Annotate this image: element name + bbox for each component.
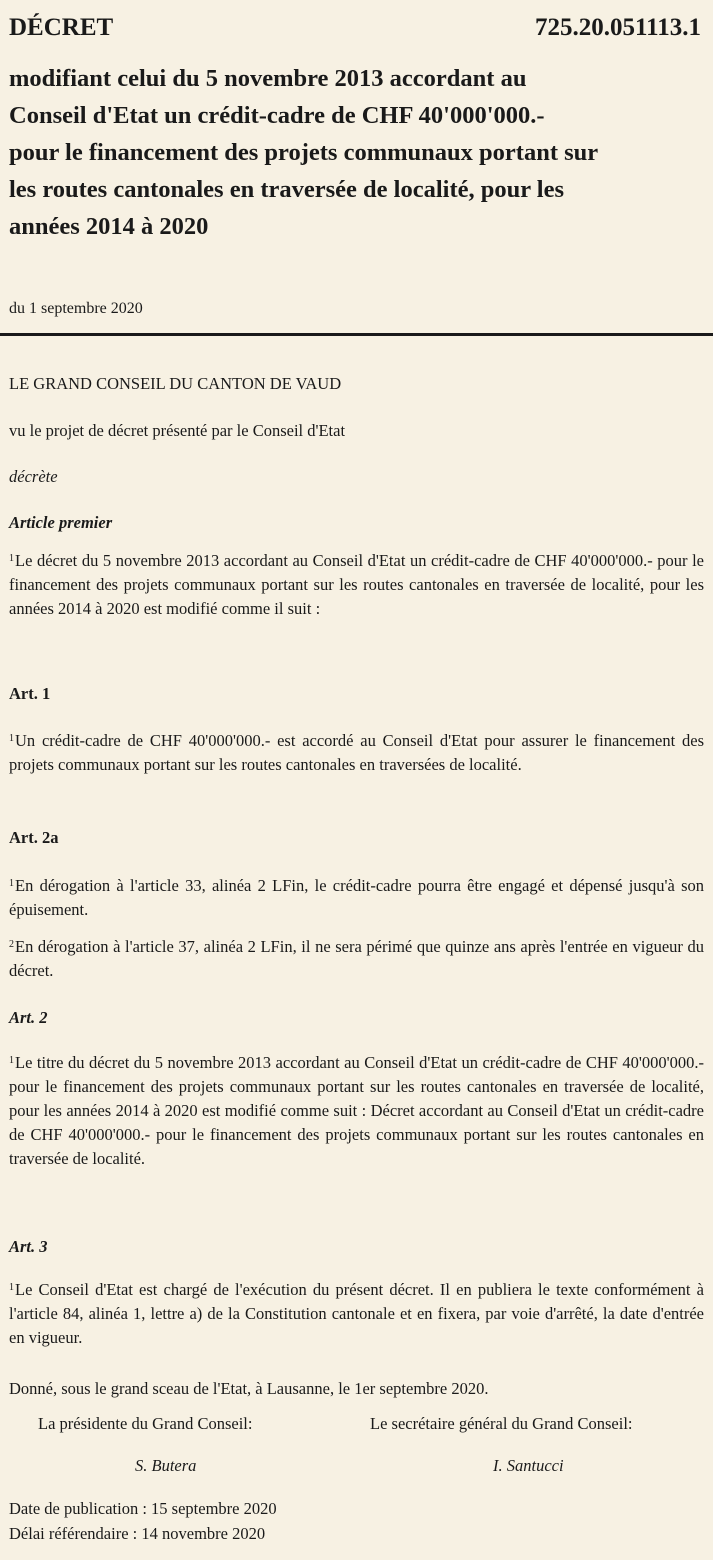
authority: LE GRAND CONSEIL DU CANTON DE VAUD [9,374,342,393]
title-line: les routes cantonales en traversée de localité, pour les [9,176,565,203]
paragraph-text: Le décret du 5 novembre 2013 accordant au Conseil d'Etat un crédit-cadre de CHF 40'000'000.- pour le financement des projets communaux portant sur les routes cantonales en traversée de localité, pour les années 2014 à 2020 est modifié comme il suit : [9,551,704,618]
article-premier-heading: Article premier [9,513,113,532]
decree-date: du 1 septembre 2020 [9,300,143,317]
header-divider [0,333,713,336]
document-number: 725.20.051113.1 [535,14,701,41]
decrees: décrète [9,467,58,486]
document-header [9,14,701,50]
title-line: années 2014 à 2020 [9,213,209,240]
art2a-paragraph-2 [9,933,704,983]
art3-heading: Art. 3 [9,1237,48,1256]
left-signatory-role: La présidente du Grand Conseil: [38,1414,253,1433]
article-premier-paragraph [9,547,704,621]
right-signatory-name: I. Santucci [493,1456,564,1475]
considering: vu le projet de décret présenté par le Conseil d'Etat [9,421,346,440]
paragraph-number: 1 [9,1282,14,1293]
art2-paragraph [9,1049,704,1171]
paragraph-text: En dérogation à l'article 37, alinéa 2 LFin, il ne sera périmé que quinze ans après l'entrée en vigueur du décret. [9,937,704,980]
left-signatory-name: S. Butera [135,1456,197,1475]
title-line: modifiant celui du 5 novembre 2013 accordant au [9,65,527,92]
art2a-heading: Art. 2a [9,828,59,847]
paragraph-text: Un crédit-cadre de CHF 40'000'000.- est accordé au Conseil d'Etat pour assurer le financement des projets communaux portant sur les routes cantonales en traversées de localité. [9,731,704,774]
paragraph-text: Le titre du décret du 5 novembre 2013 accordant au Conseil d'Etat un crédit-cadre de CHF 40'000'000.- pour le financement des projets communaux portant sur les routes cantonales en traversée de localité, pour les années 2014 à 2020 est modifié comme suit : Décret accordant au Conseil d'Etat un crédit-cadre de CHF 40'000'000.- pour le financement des projets communaux portant sur les routes cantonales en traversée de localité. [9,1053,704,1168]
closing-formula: Donné, sous le grand sceau de l'Etat, à Lausanne, le 1er septembre 2020. [9,1379,489,1398]
paragraph-number: 2 [9,939,14,950]
paragraph-number: 1 [9,1055,14,1066]
art2a-paragraph-1 [9,872,704,922]
decree-title [9,60,709,245]
art3-paragraph [9,1276,704,1350]
paragraph-number: 1 [9,878,14,889]
paragraph-number: 1 [9,553,14,564]
art2-heading: Art. 2 [9,1008,48,1027]
document-type: DÉCRET [9,14,114,41]
title-line: pour le financement des projets communaux portant sur [9,139,599,166]
paragraph-text: Le Conseil d'Etat est chargé de l'exécution du présent décret. Il en publiera le texte conformément à l'article 84, alinéa 1, lettre a) de la Constitution cantonale et en fixera, par voie d'arrêté, la date d'entrée en vigueur. [9,1280,704,1347]
art1-heading: Art. 1 [9,684,51,703]
paragraph-text: En dérogation à l'article 33, alinéa 2 LFin, le crédit-cadre pourra être engagé et dépensé jusqu'à son épuisement. [9,876,704,919]
publication-date: Date de publication : 15 septembre 2020 [9,1499,277,1518]
art1-paragraph [9,727,704,777]
paragraph-number: 1 [9,733,14,744]
right-signatory-role: Le secrétaire général du Grand Conseil: [370,1414,633,1433]
title-line: Conseil d'Etat un crédit-cadre de CHF 40'000'000.- [9,102,545,129]
referendum-deadline: Délai référendaire : 14 novembre 2020 [9,1524,266,1543]
